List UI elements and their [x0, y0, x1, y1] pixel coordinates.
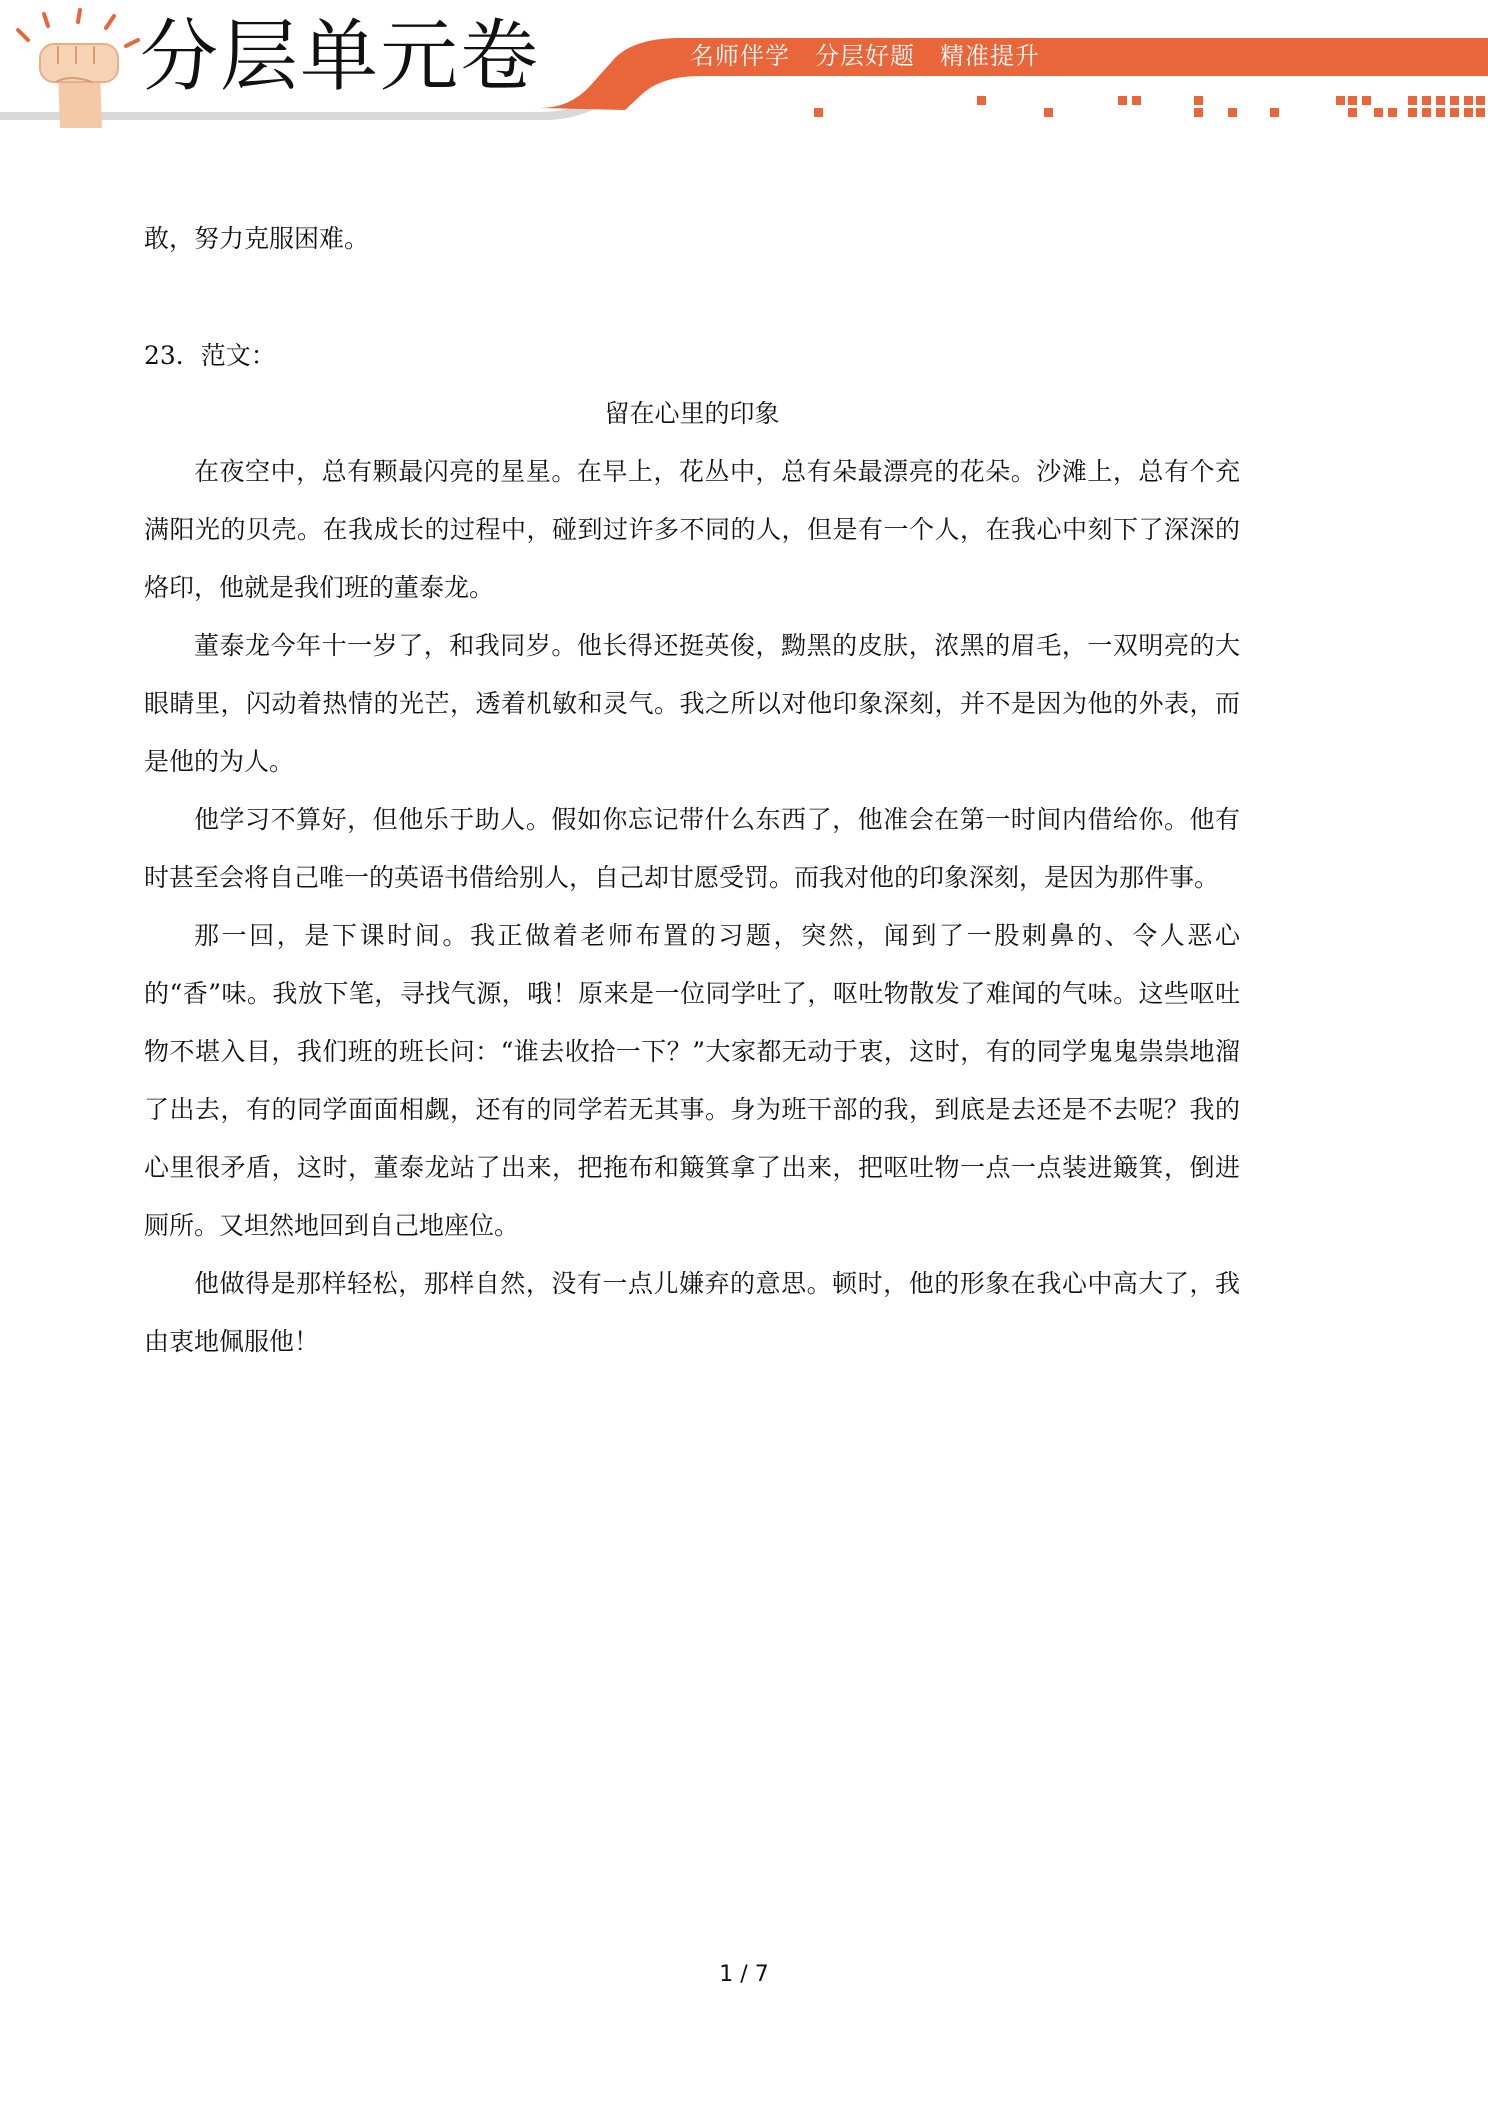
question-label: 23．范文：: [144, 341, 276, 370]
essay-title: 留在心里的印象: [604, 399, 780, 428]
brand-title: 分层单元卷: [140, 12, 541, 102]
essay-paragraph: 他做得是那样轻松，那样自然，没有一点儿嫌弃的意思。顿时，他的形象在我心中高大了，我由衷地佩服他！: [144, 1269, 1240, 1356]
header-decor-squares: [814, 96, 1485, 117]
page-number: 1 / 7: [719, 1962, 769, 1987]
essay-paragraph: 那一回，是下课时间。我正做着老师布置的习题，突然，闻到了一股刺鼻的、令人恶心的“香”味。我放下笔，寻找气源，哦！原来是一位同学吐了，呕吐物散发了难闻的气味。这些呕吐物不堪入目，我们班的班长问：“谁去收拾一下？”大家都无动于衷，这时，有的同学鬼鬼祟祟地溜了出去，有的同学面面相觑，还有的同学若无其事。身为班干部的我，到底是去还是不去呢？我的心里很矛盾，这时，董泰龙站了出来，把拖布和簸箕拿了出来，把呕吐物一点一点装进簸箕，倒进厕所。又坦然地回到自己地座位。: [144, 921, 1240, 1240]
essay-paragraph: 在夜空中，总有颗最闪亮的星星。在早上，花丛中，总有朵最漂亮的花朵。沙滩上，总有个充满阳光的贝壳。在我成长的过程中，碰到过许多不同的人，但是有一个人，在我心中刻下了深深的烙印，他就是我们班的董泰龙。: [144, 457, 1240, 602]
essay-body: [144, 443, 1240, 1371]
page-header: [0, 0, 1488, 130]
essay-paragraph: 他学习不算好，但他乐于助人。假如你忘记带什么东西了，他准会在第一时间内借给你。他有时甚至会将自己唯一的英语书借给别人，自己却甘愿受罚。而我对他的印象深刻，是因为那件事。: [144, 805, 1240, 892]
fist-icon: [18, 10, 138, 128]
continuation-line: 敢，努力克服困难。: [144, 224, 370, 253]
header-slogan: 名师伴学 分层好题 精准提升: [690, 42, 1040, 70]
essay-paragraph: 董泰龙今年十一岁了，和我同岁。他长得还挺英俊，黝黑的皮肤，浓黑的眉毛，一双明亮的大眼睛里，闪动着热情的光芒，透着机敏和灵气。我之所以对他印象深刻，并不是因为他的外表，而是他的为人。: [144, 631, 1240, 776]
